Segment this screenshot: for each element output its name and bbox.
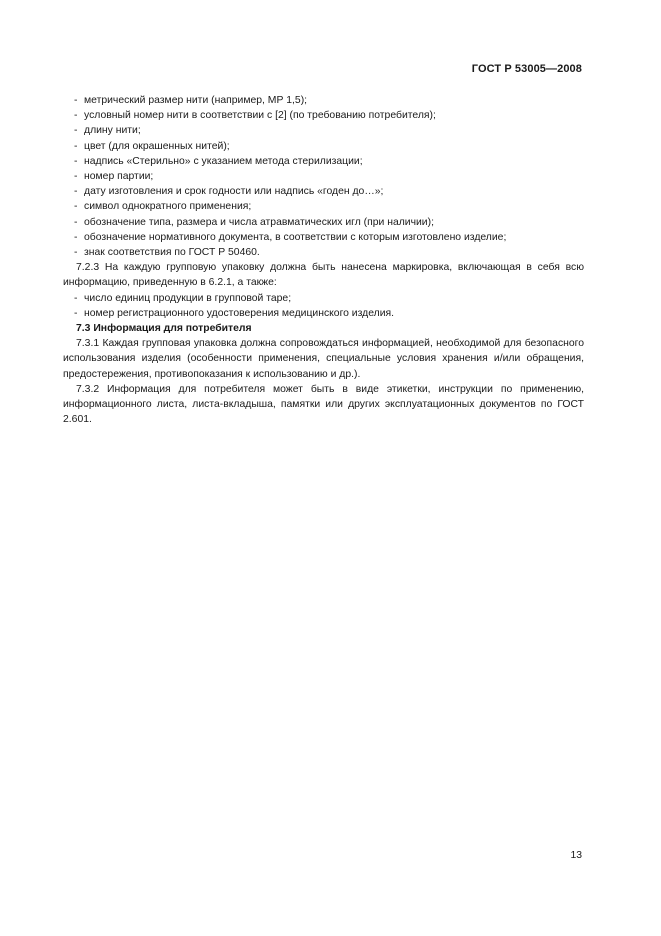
bullet-dash: - [74,247,78,259]
list-item-text: надпись «Стерильно» с указанием метода стерилизации; [84,155,363,167]
bullet-dash: - [74,155,78,167]
list-item-text: знак соответствия по ГОСТ Р 50460. [84,247,260,259]
bullet-dash: - [74,216,78,228]
list-item-text: номер регистрационного удостоверения медицинского изделия. [84,307,395,319]
list-item [63,139,584,154]
list-item-text: метрический размер нити (например, МР 1,5); [84,95,308,106]
group-package-list [63,291,584,321]
bullet-dash: - [74,140,78,152]
bullet-dash: - [74,95,78,106]
bullet-dash: - [74,171,78,183]
page-body [63,93,584,427]
list-item-text: число единиц продукции в групповой таре; [84,292,292,304]
bullet-dash: - [74,307,78,319]
bullet-dash: - [74,110,78,122]
page-number: 13 [570,850,582,861]
bullet-dash: - [74,125,78,137]
bullet-dash: - [74,231,78,243]
list-item-text: цвет (для окрашенных нитей); [84,140,230,152]
marking-list [63,93,584,260]
list-item-text: обозначение типа, размера и числа атравматических игл (при наличии); [84,216,434,228]
paragraph-7-3-2: 7.3.2 Информация для потребителя может быть в виде этикетки, инструкции по применению, информационного листа, листа-вкладыша, памятки или других эксплуатационных документов по ГОСТ 2.601. [63,383,584,426]
list-item [63,291,584,306]
bullet-dash: - [74,186,78,198]
list-item [63,154,584,169]
bullet-dash: - [74,292,78,304]
list-item [63,123,584,138]
list-item [63,169,584,184]
list-item [63,215,584,230]
list-item [63,184,584,199]
list-item-text: длину нити; [84,125,141,137]
list-item [63,306,584,321]
paragraph-7-2-3: 7.2.3 На каждую групповую упаковку должна быть нанесена маркировка, включающая в себя всю информацию, приведенную в 6.2.1, а также: [63,262,584,289]
section-heading-7-3: 7.3 Информация для потребителя [76,323,252,335]
list-item [63,93,584,108]
list-item [63,108,584,123]
list-item-text: дату изготовления и срок годности или надпись «годен до…»; [84,186,384,198]
list-item-text: условный номер нити в соответствии с [2] (по требованию потребителя); [84,110,436,122]
list-item [63,199,584,214]
list-item-text: символ однократного применения; [84,201,252,213]
document-header: ГОСТ Р 53005—2008 [471,63,582,75]
list-item-text: обозначение нормативного документа, в соответствии с которым изготовлено изделие; [84,231,507,243]
list-item-text: номер партии; [84,171,154,183]
bullet-dash: - [74,201,78,213]
list-item [63,230,584,245]
list-item [63,245,584,260]
paragraph-7-3-1: 7.3.1 Каждая групповая упаковка должна сопровождаться информацией, необходимой для безопасного использования изделия (особенности применения, специальные условия хранения и/или обращения, предостережения, противопоказания к использованию и др.). [63,338,584,380]
